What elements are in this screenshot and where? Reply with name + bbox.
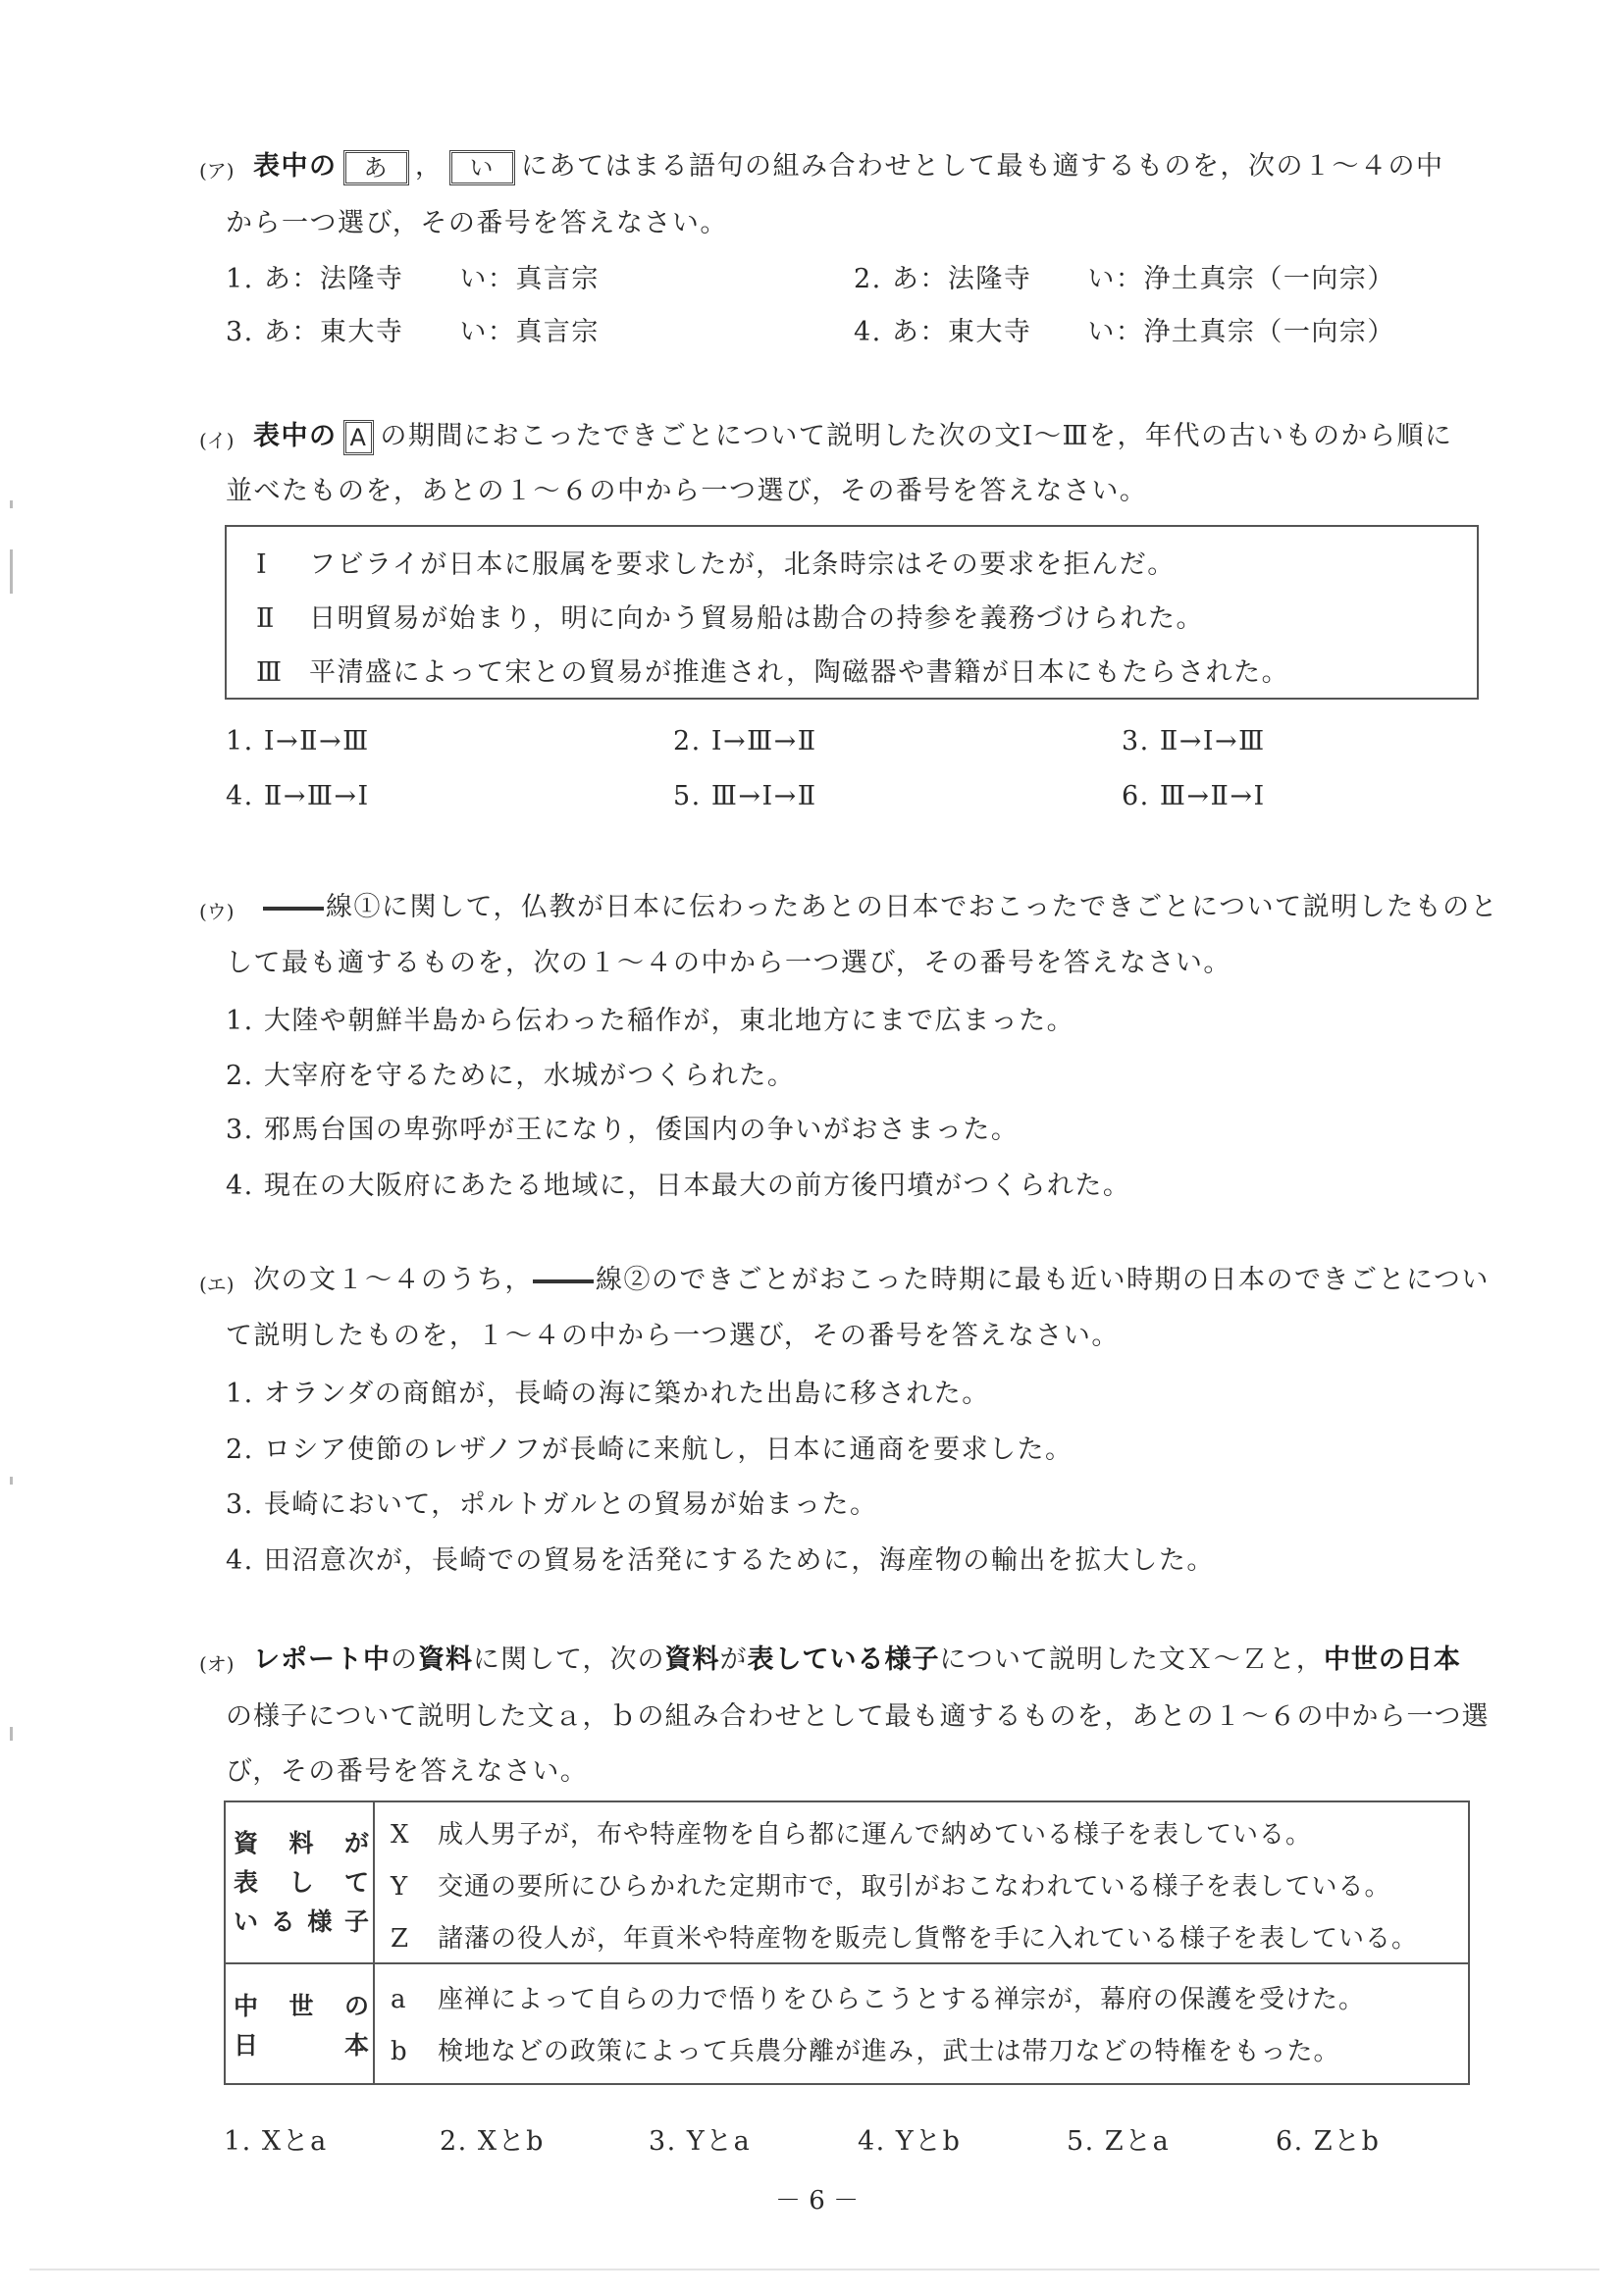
option-4[interactable]: 4. Yとb	[858, 2126, 962, 2157]
row-text: 座禅によって自らの力で悟りをひらこうとする禅宗が，幕府の保護を受けた。	[438, 1985, 1366, 2014]
statement-box	[225, 525, 1479, 700]
table-row-Z	[391, 1918, 1418, 1955]
question-text: 次の文１～４のうち，	[253, 1265, 533, 1295]
header-line: いる様子	[234, 1907, 369, 1936]
option-4[interactable]: 4. あ：東大寺 い：浄土真宗（一向宗）	[854, 317, 1395, 347]
scan-mark	[10, 500, 13, 508]
scan-edge-line	[29, 2269, 1599, 2270]
option-1[interactable]: 1. オランダの商館が，長崎の海に築かれた出島に移された。	[226, 1379, 990, 1409]
question-text-line2: して最も適するものを，次の１～４の中から一つ選び，その番号を答えなさい。	[226, 948, 1231, 978]
row-letter: Z	[391, 1924, 410, 1954]
blank-box-a: あ	[343, 150, 410, 185]
header-line: 資 料 が	[234, 1829, 369, 1857]
option-4[interactable]: 4. 田沼意次が，長崎での貿易を活発にするために，海産物の輸出を拡大した。	[226, 1545, 1215, 1576]
question-text: の期間におこったできごとについて説明した次の文Ⅰ～Ⅲを，年代の古いものから順に	[380, 421, 1453, 451]
option-3[interactable]: 3. Yとa	[649, 2126, 752, 2157]
option-2[interactable]: 2. ロシア使節のレザノフが長崎に来航し，日本に通商を要求した。	[226, 1435, 1073, 1465]
question-label: (イ)	[199, 429, 235, 452]
scan-mark	[10, 1477, 13, 1485]
row-text: 検地などの政策によって兵農分離が進み，武士は帯刀などの特権をもった。	[438, 2037, 1340, 2066]
header-line: 表 し て	[234, 1868, 369, 1897]
option-1[interactable]: 1. あ：法隆寺 い：真言宗	[226, 264, 600, 294]
question-label: (ウ)	[199, 900, 235, 923]
question-text-line2: 並べたものを，あとの１～６の中から一つ選び，その番号を答えなさい。	[226, 476, 1148, 506]
table-divider-horizontal	[226, 1962, 1468, 1964]
bold-lead: 表中の	[253, 421, 338, 451]
question-text: の	[391, 1644, 418, 1675]
scan-mark	[10, 549, 13, 594]
row-letter: a	[391, 1985, 407, 2014]
underline-marker-icon	[263, 907, 324, 911]
option-6[interactable]: 6. Ⅲ→Ⅱ→Ⅰ	[1122, 781, 1266, 811]
row-text: 成人男子が，布や特産物を自ら都に運んで納めている様子を表している。	[438, 1820, 1313, 1850]
option-4[interactable]: 4. Ⅱ→Ⅲ→Ⅰ	[226, 781, 370, 811]
table-divider-vertical	[373, 1802, 375, 2083]
bold-term: 資料	[418, 1644, 473, 1675]
question-text-line1	[253, 417, 1453, 456]
bold-term: 中世の日本	[1323, 1644, 1461, 1675]
statement-num: Ⅰ	[256, 549, 269, 580]
question-text-line1	[263, 888, 1498, 927]
question-text: について説明した文Ｘ～Ｚと，	[939, 1644, 1324, 1675]
blank-box-A: A	[343, 420, 375, 455]
option-2[interactable]: 2. Xとb	[440, 2126, 545, 2157]
table-header-material	[234, 1824, 369, 1942]
statement-row	[256, 597, 1204, 635]
question-text-line1	[253, 147, 1444, 186]
statement-row	[256, 543, 1176, 581]
scan-mark	[10, 1727, 13, 1741]
option-3[interactable]: 3. Ⅱ→Ⅰ→Ⅲ	[1122, 726, 1266, 757]
question-text-line2: て説明したものを，１～４の中から一つ選び，その番号を答えなさい。	[226, 1321, 1120, 1351]
statement-num: Ⅲ	[256, 657, 284, 688]
question-text: 線①に関して，仏教が日本に伝わったあとの日本でおこったできごとについて説明したものと	[326, 892, 1499, 922]
bold-term: 表している様子	[747, 1644, 940, 1675]
option-2[interactable]: 2. あ：法隆寺 い：浄土真宗（一向宗）	[854, 264, 1395, 294]
question-text-line1	[253, 1641, 1461, 1680]
table-row-X	[391, 1814, 1312, 1851]
question-text: にあてはまる語句の組み合わせとして最も適するものを，次の１～４の中	[521, 151, 1444, 182]
question-label: (ア)	[199, 159, 235, 183]
option-5[interactable]: 5. Zとa	[1067, 2126, 1171, 2157]
option-2[interactable]: 2. 大宰府を守るために，水城がつくられた。	[226, 1061, 796, 1091]
option-2[interactable]: 2. Ⅰ→Ⅲ→Ⅱ	[673, 726, 817, 757]
comparison-table	[224, 1800, 1470, 2085]
statement-text: 平清盛によって宋との貿易が推進され，陶磁器や書籍が日本にもたらされた。	[309, 657, 1290, 688]
question-label: (エ)	[199, 1273, 235, 1296]
option-6[interactable]: 6. Zとb	[1276, 2126, 1381, 2157]
row-text: 交通の要所にひらかれた定期市で，取引がおこなわれている様子を表している。	[438, 1872, 1391, 1902]
bold-term: 資料	[664, 1644, 720, 1675]
question-text: が	[719, 1644, 748, 1675]
question-text: 線②のできごとがおこった時期に最も近い時期の日本のできごとについ	[596, 1265, 1490, 1295]
table-row-a	[391, 1979, 1365, 2015]
header-line: 中 世 の	[234, 1992, 369, 2020]
statement-text: 日明貿易が始まり，明に向かう貿易船は勘合の持参を義務づけられた。	[309, 603, 1204, 634]
table-row-Y	[391, 1866, 1390, 1903]
option-5[interactable]: 5. Ⅲ→Ⅰ→Ⅱ	[673, 781, 817, 811]
blank-box-i: い	[449, 150, 516, 185]
row-letter: X	[391, 1820, 410, 1850]
question-text: に関して，次の	[473, 1644, 665, 1675]
table-header-medieval-japan	[234, 1987, 369, 2065]
bold-term: レポート中	[253, 1644, 391, 1675]
statement-row	[256, 651, 1289, 689]
header-line: 日 本	[234, 2031, 369, 2060]
question-text-line2: の様子について説明した文ａ，ｂの組み合わせとして最も適するものを，あとの１～６の中から一つ選	[226, 1701, 1490, 1732]
option-3[interactable]: 3. 邪馬台国の卑弥呼が王になり，倭国内の争いがおさまった。	[226, 1115, 1020, 1145]
row-letter: b	[391, 2037, 408, 2066]
option-1[interactable]: 1. Xとa	[224, 2126, 328, 2157]
underline-marker-icon	[533, 1279, 594, 1283]
page-number: － 6 －	[775, 2186, 860, 2216]
option-1[interactable]: 1. 大陸や朝鮮半島から伝わった稲作が，東北地方にまで広まった。	[226, 1006, 1075, 1036]
option-3[interactable]: 3. 長崎において，ポルトガルとの貿易が始まった。	[226, 1489, 878, 1520]
question-label: (オ)	[199, 1652, 235, 1676]
comma: ，	[415, 151, 444, 182]
statement-num: Ⅱ	[256, 603, 276, 634]
option-4[interactable]: 4. 現在の大阪府にあたる地域に，日本最大の前方後円墳がつくられた。	[226, 1171, 1131, 1201]
question-text-line3: び，その番号を答えなさい。	[226, 1756, 589, 1787]
question-text-line2: から一つ選び，その番号を答えなさい。	[226, 208, 728, 238]
bold-lead: 表中の	[253, 151, 338, 182]
row-text: 諸藩の役人が，年貢米や特産物を販売し貨幣を手に入れている様子を表している。	[438, 1924, 1419, 1954]
option-3[interactable]: 3. あ：東大寺 い：真言宗	[226, 317, 600, 347]
option-1[interactable]: 1. Ⅰ→Ⅱ→Ⅲ	[226, 726, 370, 757]
statement-text: フビライが日本に服属を要求したが，北条時宗はその要求を拒んだ。	[309, 549, 1176, 580]
row-letter: Y	[391, 1872, 409, 1902]
table-row-b	[391, 2031, 1340, 2067]
question-text-line1	[253, 1261, 1490, 1300]
